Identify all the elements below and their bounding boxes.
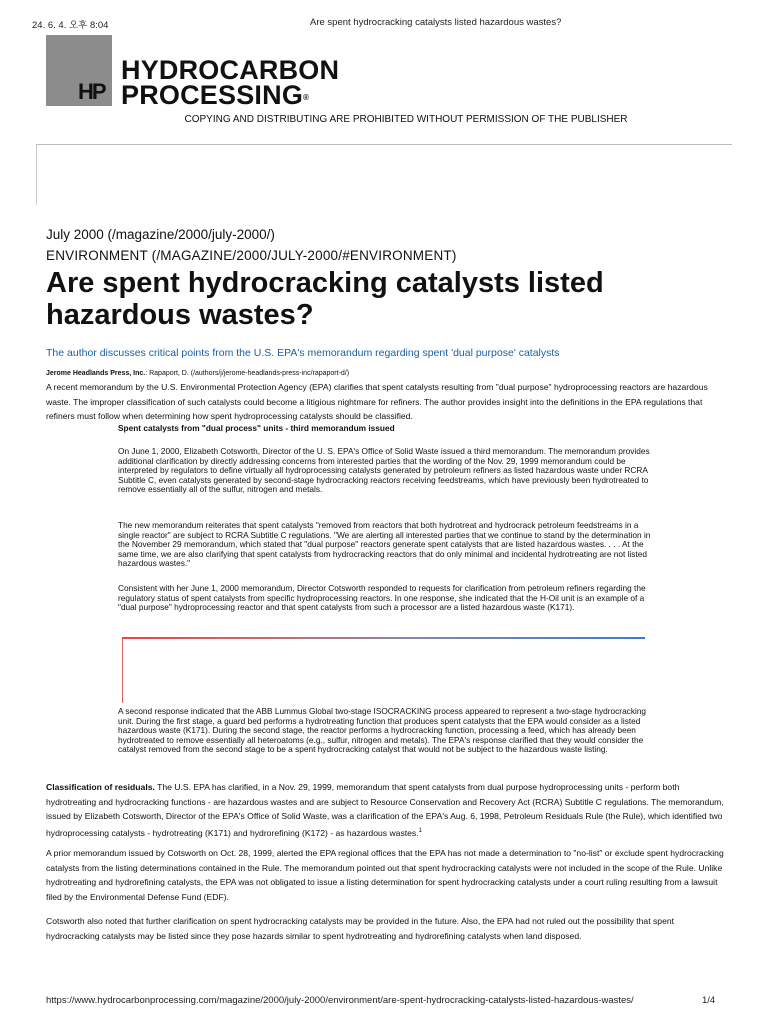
article-subtitle: The author discusses critical points from the U.S. EPA's memorandum regarding spent 'dual purpose' catalysts [46,347,560,359]
print-page-number: 1/4 [702,995,716,1006]
brand-line1: HYDROCARBON [121,55,340,85]
print-date-time: 24. 6. 4. 오후 8:04 [32,20,109,31]
figure-left-border [122,639,123,703]
hp-logo-mark: HP [78,79,105,104]
author-org: Jerome Headlands Press, Inc. [46,370,146,377]
inset-paragraph-4: A second response indicated that the ABB Lummus Global two-stage ISOCRACKING process appeared to represent a two-stage hydrocracking unit. During the first stage, a guard bed performs a hydrotreating function that produces spent catalysts that the EPA would consider as a listed hazardous waste (K171). During the second stage, the reactor performs a hydrocracking function, processing a feed, which has already been hydrotreated to remove essentially all heteroatoms (e.g., sulfur, nitrogen and metals). The EPA's response clarified that they would consider the catalyst removed from the second stage to be a spent hydrocracking catalyst that would not be subject to the hazardous waste listing. [118,706,647,755]
ad-frame-edge [36,145,37,205]
print-page-title: Are spent hydrocracking catalysts listed hazardous wastes? [310,17,562,28]
inset-paragraph-3: Consistent with her June 1, 2000 memorandum, Director Cotsworth responded to requests for clarification from petroleum refiners regarding the regulatory status of spent catalysts from specific hydroprocessing reactors. In one response, she indicated that the H-Oil unit is an example of a "dual purpose" hydroprocessing reactor and that spent catalysts from such a processor are a listed hazardous waste (K171). [118,583,646,613]
issue-link[interactable]: July 2000 (/magazine/2000/july-2000/) [46,227,275,242]
figure-top-border [122,637,645,639]
hp-logo-block[interactable] [46,35,112,106]
registered-mark: ® [303,93,310,102]
classification-lead: Classification of residuals. [46,782,155,792]
brand-line2: PROCESSING [121,80,304,110]
intro-paragraph: A recent memorandum by the U.S. Environmental Protection Agency (EPA) clarifies that spent catalysts resulting from "dual purpose" hydroprocessing reactors are hazardous waste. The improper classification of such catalysts could become a litigious nightmare for refiners. The author provides insight into the definitions in the EPA regulations that refiners must follow when determining how spent hydroprocessing catalysts should be classified. [46,382,708,421]
inset-paragraph-2: The new memorandum reiterates that spent catalysts "removed from reactors that both hydrotreat and hydrocrack petroleum feedstreams in a single reactor" are subject to RCRA Subtitle C regulations. "We are alerting all interested parties that we continue to stand by the determination in the November 29 memorandum, which stated that "dual purpose" reactors generate spent catalysts that are listed hazardous wastes. . . . At the same time, we are also clarifying that spent catalysts from hydrocracking reactors that do only minimal and incidental hydrotreating are not listed hazardous wastes." [118,520,651,569]
inset-paragraph-1: On June 1, 2000, Elizabeth Cotsworth, Director of the U. S. EPA's Office of Solid Waste issued a third memorandum. The memorandum provides additional clarification by directly addressing concerns from interested parties that the wording of the Nov. 29, 1999 memorandum could be interpreted by regulators to define virtually all hydroprocessing catalysts generated by petroleum refiners as listed hazardous waste under RCRA Subtitle C, even catalysts generated by second-stage hydrocracking reactors receiving feedstreams, which have previously been hydrotreated to remove essentially all of the sulfur, nitrogen and metals. [118,446,650,495]
prior-memo-paragraph: A prior memorandum issued by Cotsworth on Oct. 28, 1999, alerted the EPA regional offices that the EPA has not made a determination to "no-list" or exclude spent hydrocracking catalysts from the listing determinations contained in the Rule. The memorandum pointed out that spent hydrocracking catalysts were not included in the scope of the Rule. Unlike hydrotreating and hydrorefining catalysts, the EPA was not obligated to issue a listing determination for spent hydrocracking catalysts under a court ruling resulting from a lawsuit filed by the Environmental Defense Fund (EDF). [46,848,724,902]
author-line [46,370,349,377]
header-divider [36,144,732,145]
section-heading: Spent catalysts from "dual process" units - third memorandum issued [118,423,395,433]
footnote-marker[interactable]: 1 [418,827,422,834]
category-link[interactable]: ENVIRONMENT (/MAGAZINE/2000/JULY-2000/#ENVIRONMENT) [46,248,457,263]
classification-text: The U.S. EPA has clarified, in a Nov. 29, 1999, memorandum that spent catalysts from dual purpose hydroprocessing units - perform both hydrotreating and hydrocracking functions - are hazardous wastes and are subject to Resource Conservation and Recovery Act (RCRA) Subtitle C regulations. The memorandum, issued by Elizabeth Cotsworth, Director of the EPA's Office of Solid Waste, was a clarification of the EPA's Aug. 6, 1998, Petroleum Residuals Rule (the Rule), which identified two hydroprocessing catalysts - hydrotreating (K171) and hydrorefining (K172) - as hazardous wastes. [46,782,724,838]
author-link[interactable]: : Rapaport, D. (/authors/j/jerome-headlands-press-inc/rapaport-d/) [145,370,350,377]
cotsworth-paragraph: Cotsworth also noted that further clarification on spent hydrocracking catalysts may be provided in the future. Also, the EPA had not ruled out the possibility that spent hydrocracking catalysts may be listed since they pose hazards similar to spent hydrotreating and hydrorefining catalysts when land disposed. [46,916,675,941]
article-title: Are spent hydrocracking catalysts listed hazardous wastes? [46,267,604,331]
copyright-notice: COPYING AND DISTRIBUTING ARE PROHIBITED WITHOUT PERMISSION OF THE PUBLISHER [184,114,628,125]
print-footer-url: https://www.hydrocarbonprocessing.com/magazine/2000/july-2000/environment/are-spent-hydrocracking-catalysts-listed-hazardous-wastes/ [46,995,634,1006]
brand-wordmark[interactable] [121,55,340,110]
classification-paragraph [46,780,726,840]
